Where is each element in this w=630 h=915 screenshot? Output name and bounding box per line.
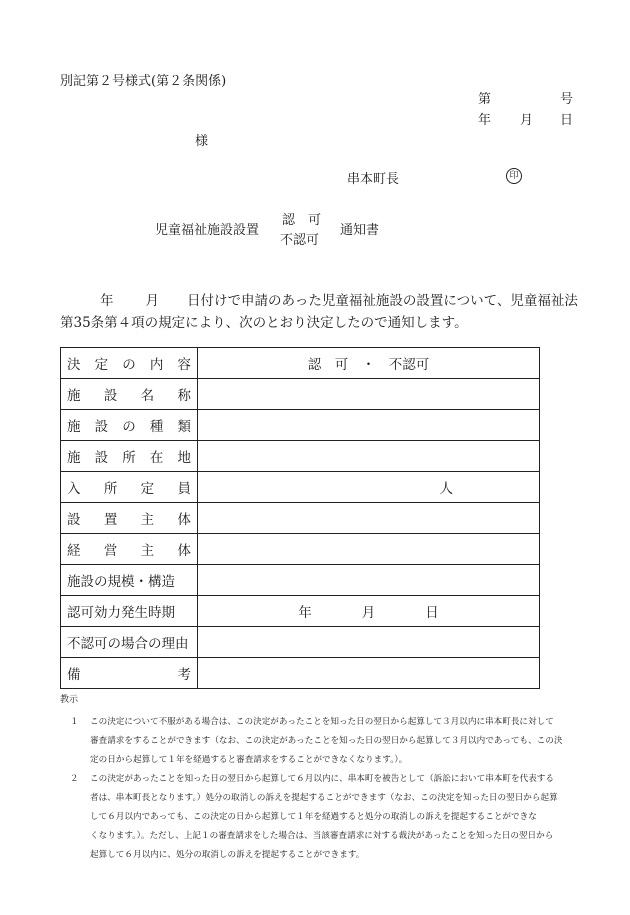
label-char: 施 (67, 388, 81, 404)
row-label (61, 658, 198, 689)
row-value[interactable] (198, 627, 540, 658)
instruction-number: １ (70, 717, 79, 727)
instructions-heading: 教示 (60, 695, 79, 705)
row-label-text (67, 601, 191, 621)
document-title-suffix: 通知書 (340, 223, 380, 238)
decision-table (60, 347, 540, 689)
label-char: 設 (103, 388, 118, 404)
label-char: 体 (177, 543, 191, 559)
row-label-text (67, 446, 191, 466)
row-value[interactable] (198, 565, 540, 596)
label-char: 入 (67, 481, 81, 497)
table-row (61, 472, 540, 503)
addressee-suffix: 様 (195, 134, 209, 149)
date-year: 年 (478, 113, 492, 128)
label-char: の (122, 419, 136, 435)
table-row (61, 565, 540, 596)
instruction-number: ２ (70, 774, 79, 784)
label-char: 所 (122, 450, 136, 466)
row-value[interactable] (198, 658, 540, 689)
row-label-text (67, 384, 191, 404)
label-char: 定 (140, 481, 155, 497)
table-row (61, 503, 540, 534)
row-label-text (67, 663, 191, 683)
label-char: 不認可の場合の理由 (67, 636, 189, 652)
date-part: 日 (425, 605, 439, 621)
instruction-line: 者は、串本町長となります。）処分の取消しの訴えを提起することができます（なお、この決定を知った日の翌日から起算 (90, 793, 558, 803)
document-number-go: 号 (560, 92, 574, 107)
issuer-name: 串本町長 (347, 172, 400, 187)
title-option-approve: 認 可 (282, 213, 322, 228)
row-label (61, 379, 198, 410)
notice-body-line-2: 第35条第４項の規定により、次のとおり決定したので通知します。 (60, 315, 468, 331)
seal-mark: 印 (506, 168, 522, 184)
row-label (61, 441, 198, 472)
label-char: 内 (149, 357, 164, 373)
label-char: 経 (67, 543, 81, 559)
instruction-line: 起算して６月以内に、処分の取消しの訴えを提起することができます。 (90, 850, 365, 860)
table-row (61, 658, 540, 689)
row-label-text (67, 353, 191, 373)
label-char: 営 (103, 543, 118, 559)
instruction-line: この決定について不服がある場合は、この決定があったことを知った日の翌日から起算して３月以内に串本町長に対して (90, 717, 554, 727)
label-char: 施 (67, 450, 81, 466)
title-option-reject: 不認可 (280, 233, 320, 248)
label-char: 認可効力発生時期 (67, 605, 175, 621)
instruction-line: 定の日から起算して１年を経過すると審査請求をすることができなくなります。）。 (90, 755, 408, 765)
row-value[interactable] (198, 534, 540, 565)
body-year: 年 (100, 293, 114, 309)
instruction-line: 審査請求をすることができます（なお、この決定があったことを知った日の翌日から起算して３月以内であっても、この決 (90, 736, 563, 746)
label-char: 置 (103, 512, 118, 528)
row-value[interactable] (198, 410, 540, 441)
label-char: 設 (94, 419, 109, 435)
label-char: 称 (177, 388, 191, 404)
table-row (61, 441, 540, 472)
row-label-text (67, 477, 191, 497)
row-label (61, 596, 198, 627)
label-char: 主 (140, 512, 155, 528)
label-char: 考 (177, 667, 191, 683)
notice-body (60, 290, 580, 334)
label-char: 備 (67, 667, 81, 683)
label-char: 名 (140, 388, 155, 404)
body-line1-rest: 日付けで申請のあった児童福祉施設の設置について、児童福祉法 (187, 293, 578, 309)
row-label-text (67, 415, 191, 435)
document-number-dai: 第 (478, 92, 492, 107)
body-month: 月 (145, 293, 159, 309)
label-char: 在 (149, 450, 164, 466)
row-label-text (67, 570, 191, 590)
form-number-label: 別記第２号様式(第２条関係) (60, 74, 227, 89)
instruction-item (70, 713, 580, 770)
label-char: 定 (94, 357, 109, 373)
label-char: 類 (177, 419, 191, 435)
row-label (61, 348, 198, 379)
table-row (61, 534, 540, 565)
date-month: 月 (520, 113, 534, 128)
instruction-line: して６月以内であっても、この決定の日から起算して１年を経過すると処分の取消しの訴えを提起することができな (90, 812, 537, 822)
instruction-line: くなります。）。ただし、上記１の審査請求をした場合は、当該審査請求に対する裁決があったことを知った日の翌日から (90, 831, 554, 841)
date-day: 日 (560, 113, 574, 128)
row-value[interactable] (198, 441, 540, 472)
label-char: 所 (103, 481, 118, 497)
label-char: 容 (177, 357, 191, 373)
row-value-text: 人 (439, 481, 453, 497)
row-value[interactable] (198, 472, 540, 503)
date-part: 月 (361, 605, 376, 621)
label-char: 施設の規模・構造 (67, 574, 175, 590)
row-value[interactable] (198, 596, 540, 627)
notice-body-line-1 (60, 290, 580, 312)
label-char: 体 (177, 512, 191, 528)
table-row (61, 348, 540, 379)
table-row (61, 627, 540, 658)
row-value-text: 認 可 ・ 不認可 (307, 357, 430, 373)
row-label (61, 472, 198, 503)
row-label (61, 503, 198, 534)
row-label-text (67, 508, 191, 528)
instruction-line: この決定があったことを知った日の翌日から起算して６月以内に、串本町を被告として（訴訟において串本町を代表する (90, 774, 554, 784)
label-char: 決 (67, 357, 81, 373)
row-value[interactable] (198, 503, 540, 534)
table-row (61, 596, 540, 627)
table-row (61, 410, 540, 441)
label-char: 施 (67, 419, 81, 435)
effective-date-value (204, 601, 533, 621)
row-label (61, 627, 198, 658)
date-part: 年 (298, 605, 312, 621)
label-char: 設 (67, 512, 81, 528)
row-value[interactable] (198, 379, 540, 410)
label-char: 主 (140, 543, 155, 559)
instructions-list (70, 713, 580, 865)
row-label-text (67, 539, 191, 559)
label-char: 員 (177, 481, 191, 497)
row-label (61, 565, 198, 596)
label-char: 地 (177, 450, 191, 466)
row-label (61, 534, 198, 565)
row-label-text (67, 632, 191, 652)
document-title-prefix: 児童福祉施設設置 (155, 223, 260, 238)
table-row (61, 379, 540, 410)
row-label (61, 410, 198, 441)
instruction-item (70, 770, 580, 865)
label-char: 設 (94, 450, 109, 466)
label-char: 種 (149, 419, 164, 435)
label-char: の (122, 357, 136, 373)
row-value[interactable] (198, 348, 540, 379)
